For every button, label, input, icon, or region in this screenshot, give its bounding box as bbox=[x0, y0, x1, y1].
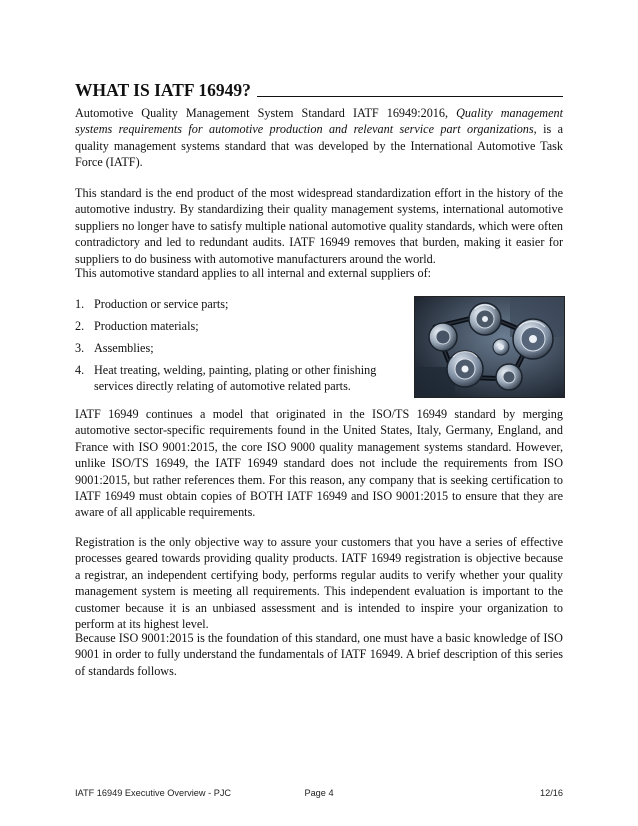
list-item-text: Production materials; bbox=[94, 318, 199, 333]
list-item-text: Assemblies; bbox=[94, 340, 154, 355]
intro-paragraph bbox=[75, 105, 563, 171]
list-item-text: Production or service parts; bbox=[94, 297, 229, 311]
heading-underline-rule bbox=[257, 96, 563, 97]
list-item-number: 1. bbox=[75, 297, 85, 311]
list-item bbox=[75, 318, 390, 334]
engine-belt-pulleys-photo bbox=[414, 296, 565, 398]
list-item bbox=[75, 340, 390, 356]
registration-paragraph: Registration is the only objective way to assure your customers that you have a series of effective processes geared towards providing quality products. IATF 16949 registration is objective because a registrar, an independent certifying body, performs regular audits to verify whether your quality management system is meeting all requirements. This independent evaluation is important to the customer because it is an unbiased assessment and is intended to inspire your organization to perform at its highest level. bbox=[75, 535, 563, 632]
iatf-model-paragraph: IATF 16949 continues a model that originated in the ISO/TS 16949 standard by merging automotive sector-specific requirements found in the United States, Italy, Germany, England, and France with ISO 9001:2015, the core ISO 9000 quality management systems standard. However, unlike ISO/TS 16949, the IATF 16949 standard does not include the requirements from ISO 9001:2015, but rather references them. For this reason, any company that is seeking certification to IATF 16949 must obtain copies of BOTH IATF 16949 and ISO 9001:2015 to ensure that they are aware of all applicable requirements. bbox=[75, 407, 563, 520]
intro-text-start: Automotive Quality Management System Standard IATF 16949:2016, bbox=[75, 106, 457, 120]
applies-to-paragraph: This automotive standard applies to all internal and external suppliers of: bbox=[75, 266, 432, 280]
engine-photo-illustration bbox=[415, 297, 564, 397]
page-footer bbox=[75, 786, 563, 800]
list-item-number: 2. bbox=[75, 318, 85, 333]
footer-document-title: IATF 16949 Executive Overview - PJC bbox=[75, 788, 232, 798]
list-item-text: Heat treating, welding, painting, plating or other finishing services directly relating of automotive related parts. bbox=[94, 362, 377, 394]
footer-date: 12/16 bbox=[540, 788, 563, 798]
standardization-paragraph: This standard is the end product of the most widespread standardization effort in the history of the automotive industry. By standardizing their quality management systems, international automotive suppliers no longer have to satisfy multiple national automotive quality standards, which were often contradictory and led to redundant audits. IATF 16949 removes that burden, making it easier for suppliers to do business with automotive manufacturers around the world. bbox=[75, 186, 563, 266]
section-heading: WHAT IS IATF 16949? bbox=[75, 80, 251, 100]
list-item-number: 3. bbox=[75, 340, 85, 355]
supplier-scope-list bbox=[75, 296, 390, 400]
list-item bbox=[75, 362, 390, 395]
section-heading-row bbox=[75, 70, 563, 100]
intro-italic-title: Quality management systems requirements for automotive production and relevant service part organizations bbox=[75, 106, 563, 137]
footer-page-number: Page 4 bbox=[304, 788, 334, 798]
list-item bbox=[75, 296, 390, 312]
list-item-number: 4. bbox=[75, 362, 85, 377]
iso-foundation-paragraph: Because ISO 9001:2015 is the foundation of this standard, one must have a basic knowledge of ISO 9001 in order to fully understand the fundamentals of IATF 16949. A brief description of this series of standards follows. bbox=[75, 631, 563, 678]
intro-text-end: , is a quality management systems standard that was developed by the International Automotive Task Force (IATF). bbox=[75, 122, 563, 170]
